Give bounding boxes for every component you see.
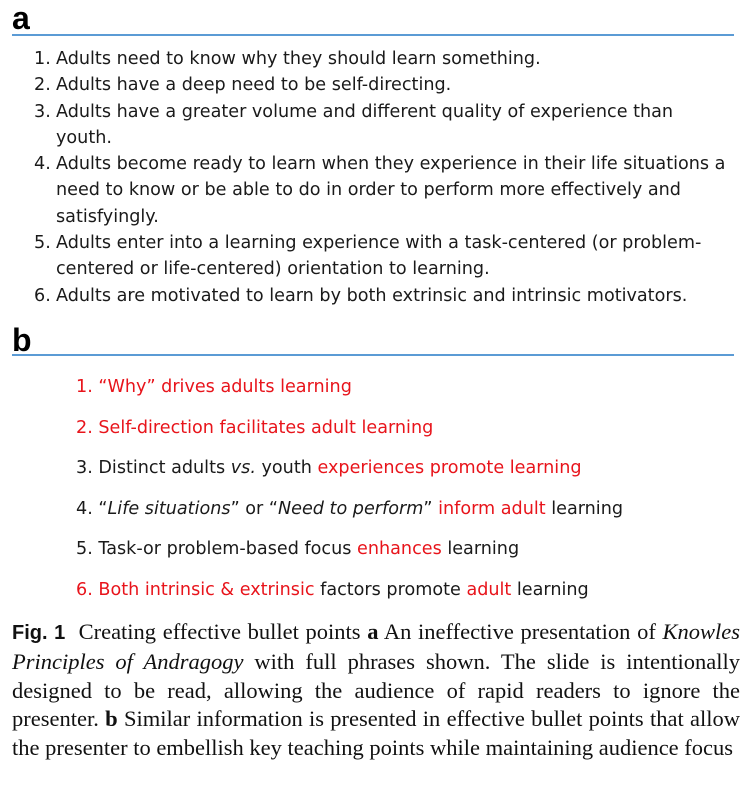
item-text-italic: Life situations xyxy=(107,498,231,519)
item-number: 2. xyxy=(34,75,51,96)
item-text: ” or “ xyxy=(230,498,278,519)
list-item xyxy=(34,151,734,230)
item-text-red: experiences promote learning xyxy=(317,458,582,479)
item-number: 6. xyxy=(34,285,51,306)
panel-b-label: b xyxy=(12,322,32,358)
list-item xyxy=(76,374,736,415)
caption-text: with full phrases shown. The slide is intentionally designed to be read, allowing the audience of rapid readers to ignore the presenter. xyxy=(12,648,740,732)
item-text-red: inform adult xyxy=(438,498,546,519)
list-item xyxy=(76,496,736,537)
list-item xyxy=(34,46,734,72)
caption-panel-ref-b: b xyxy=(105,706,118,732)
item-text-italic: vs. xyxy=(230,458,256,479)
principles-list-bullets xyxy=(76,374,736,618)
list-item xyxy=(76,415,736,456)
item-text: learning xyxy=(545,498,624,519)
item-text: 5. Task-or problem-based focus xyxy=(76,539,358,560)
item-text: learning xyxy=(511,579,589,600)
item-text: youth xyxy=(255,458,318,479)
item-text: Adults have a greater volume and different quality of experience than youth. xyxy=(56,101,674,148)
panel-b-divider xyxy=(12,354,734,356)
item-text: 3. Distinct adults xyxy=(76,458,231,479)
item-text: Adults are motivated to learn by both extrinsic and intrinsic motivators. xyxy=(56,285,688,306)
list-item xyxy=(34,99,734,152)
item-number: 5. xyxy=(34,233,51,254)
list-item xyxy=(34,72,734,98)
figure-caption xyxy=(12,618,740,763)
item-number: 3. xyxy=(34,101,51,122)
caption-panel-ref-a: a xyxy=(367,619,379,644)
item-number: 4. xyxy=(34,154,51,175)
item-text: learning xyxy=(441,539,520,560)
list-item xyxy=(76,577,736,618)
item-text-italic: Need to perform xyxy=(277,498,424,519)
item-text: 4. “ xyxy=(76,498,108,519)
list-item xyxy=(76,536,736,577)
list-item xyxy=(76,455,736,496)
item-text: ” xyxy=(423,498,439,519)
caption-italic-title: Knowles Principles of Andragogy xyxy=(12,619,740,674)
figure-label: Fig. 1 xyxy=(12,622,66,644)
item-text-red: adult xyxy=(466,579,512,600)
item-text: Adults enter into a learning experience with a task-centered (or problem-centered or life-centered) orientation to learning. xyxy=(56,233,702,280)
panel-a-label: a xyxy=(12,0,30,36)
item-text-red: enhances xyxy=(357,539,442,560)
item-text-red: 2. Self-direction facilitates adult learning xyxy=(76,417,434,438)
panel-a-divider xyxy=(12,34,734,36)
item-text-red: 1. “Why” drives adults learning xyxy=(76,377,352,397)
list-item xyxy=(34,230,734,283)
principles-list-full xyxy=(34,46,734,309)
item-text: Adults become ready to learn when they experience in their life situations a need to know or be able to do in order to perform more effectively and satisfyingly. xyxy=(56,154,726,227)
list-item xyxy=(34,283,734,309)
item-text: factors promote xyxy=(314,579,467,600)
item-text: Adults have a deep need to be self-directing. xyxy=(56,75,452,96)
caption-text: Creating effective bullet points xyxy=(78,619,368,644)
item-number: 1. xyxy=(34,49,51,69)
item-text-red: 6. Both intrinsic & extrinsic xyxy=(76,579,315,600)
caption-text: Similar information is presented in effective bullet points that allow the presenter to embellish key teaching points while maintaining audience focus xyxy=(12,706,740,761)
item-text: Adults need to know why they should learn something. xyxy=(56,49,541,69)
caption-text: An ineffective presentation of xyxy=(378,619,663,644)
